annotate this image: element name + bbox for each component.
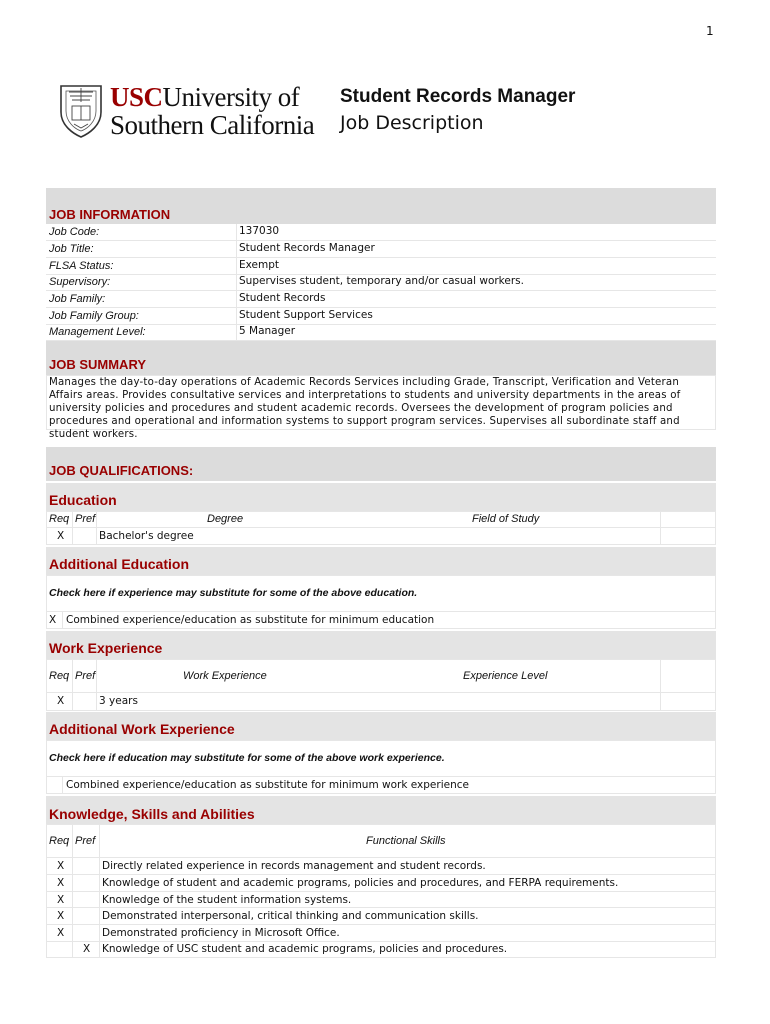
divider	[46, 857, 716, 858]
info-row: Job Family Group: Student Support Services	[46, 308, 716, 325]
work-experience-years: 3 years	[99, 695, 138, 707]
info-row: Job Title: Student Records Manager	[46, 241, 716, 258]
substitute-education-text: Combined experience/education as substitute for minimum education	[66, 614, 435, 626]
divider	[96, 659, 97, 711]
divider	[660, 659, 661, 711]
divider	[46, 891, 716, 892]
divider	[72, 511, 73, 545]
document-subtitle: Job Description	[340, 112, 484, 134]
col-pref: Pref	[75, 513, 96, 525]
col-pref: Pref	[75, 835, 96, 847]
work-experience-table	[46, 659, 716, 711]
divider	[72, 659, 73, 711]
divider	[46, 874, 716, 875]
job-information-heading: JOB INFORMATION	[49, 207, 171, 222]
divider	[62, 611, 63, 629]
ksa-heading: Knowledge, Skills and Abilities	[49, 806, 255, 822]
education-bar	[46, 483, 716, 511]
qualifications-heading: JOB QUALIFICATIONS:	[49, 463, 194, 478]
col-work-experience: Work Experience	[183, 670, 267, 682]
work-experience-heading: Work Experience	[49, 640, 163, 656]
usc-logo	[58, 82, 328, 140]
logo-line-2: Southern California	[110, 110, 315, 140]
document-title: Student Records Manager	[340, 86, 576, 107]
divider	[660, 511, 661, 545]
divider	[62, 776, 63, 794]
substitute-education-checkbox: X	[49, 614, 57, 626]
work-experience-req-mark: X	[57, 695, 65, 707]
divider	[46, 924, 716, 925]
divider	[96, 511, 97, 545]
divider	[46, 692, 716, 693]
page-number: 1	[706, 24, 714, 38]
divider	[46, 941, 716, 942]
substitute-work-experience-text: Combined experience/education as substitute for minimum work experience	[66, 779, 469, 791]
job-summary-heading: JOB SUMMARY	[49, 357, 147, 372]
col-degree: Degree	[207, 513, 244, 525]
col-field-of-study: Field of Study	[472, 513, 540, 525]
logo-line-1: USCUniversity of	[110, 82, 300, 112]
usc-shield-icon	[58, 82, 104, 138]
col-pref: Pref	[75, 670, 96, 682]
col-experience-level: Experience Level	[463, 670, 548, 682]
col-req: Req	[49, 670, 70, 682]
additional-work-experience-note: Check here if education may substitute for some of the above work experience.	[49, 752, 445, 764]
divider	[46, 776, 716, 777]
additional-education-note: Check here if experience may substitute for some of the above education.	[49, 587, 418, 599]
info-row: Job Family: Student Records	[46, 291, 716, 308]
divider	[46, 907, 716, 908]
divider	[46, 611, 716, 612]
job-summary-bar	[46, 341, 716, 375]
additional-education-heading: Additional Education	[49, 556, 189, 572]
col-req: Req	[49, 835, 70, 847]
divider	[46, 527, 716, 528]
col-req: Req	[49, 513, 70, 525]
info-row: Supervisory: Supervises student, temporary and/or casual workers.	[46, 274, 716, 291]
education-req-mark: X	[57, 530, 65, 542]
education-degree: Bachelor's degree	[99, 530, 194, 542]
info-row: Job Code: 137030	[46, 224, 716, 241]
info-row: Management Level: 5 Manager	[46, 324, 716, 341]
col-functional-skills: Functional Skills	[366, 835, 446, 847]
additional-work-experience-heading: Additional Work Experience	[49, 721, 235, 737]
info-row: FLSA Status: Exempt	[46, 258, 716, 275]
education-heading: Education	[49, 492, 117, 508]
job-summary-text: Manages the day-to-day operations of Academic Records Services including Grade, Transcript, Verification and Veteran Affairs areas. Provides consultative services and interpretations to students and university departments in the areas of university policies and procedures and student academic records. Oversees the development of program policies and procedures and operational and information systems to support program services. Supervises all subordinate staff and student workers.	[49, 377, 681, 440]
